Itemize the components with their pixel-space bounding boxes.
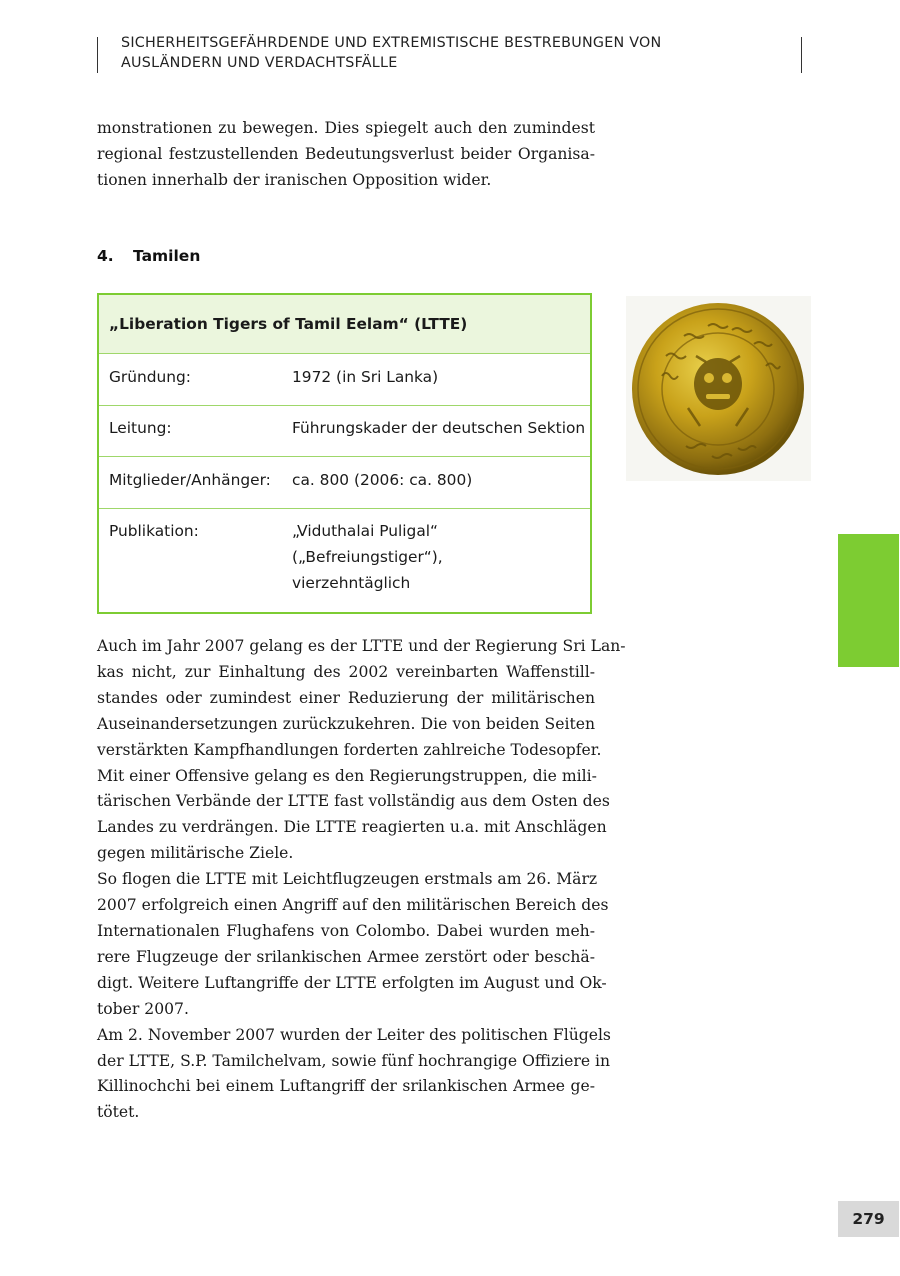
- info-value-line: Führungskader der deutschen Sektion: [292, 419, 586, 437]
- running-header: [121, 33, 761, 73]
- info-row-publication: [99, 509, 590, 612]
- section-heading: [97, 247, 200, 265]
- text-line: kas nicht, zur Einhaltung des 2002 vereinbarten Waffenstill-: [97, 662, 595, 681]
- text-line: standes oder zumindest einer Reduzierung der militärischen: [97, 688, 595, 707]
- info-label: Mitglieder/Anhänger:: [109, 471, 271, 489]
- info-value-line: („Befreiungstiger“),: [292, 547, 443, 566]
- running-header-line-2: AUSLÄNDERN UND VERDACHTSFÄLLE: [121, 55, 398, 71]
- main-paragraph: [97, 634, 626, 1126]
- text-line: verstärkten Kampfhandlungen forderten zahlreiche Todesopfer.: [97, 740, 602, 759]
- info-value: [292, 365, 590, 405]
- page-number: 279: [838, 1201, 899, 1237]
- text-line: tärischen Verbände der LTTE fast vollständig aus dem Osten des: [97, 792, 610, 811]
- text-line: digt. Weitere Luftangriffe der LTTE erfolgten im August und Ok-: [97, 973, 607, 992]
- text-line: regional festzustellenden Bedeutungsverlust beider Organisa-: [97, 144, 595, 163]
- info-value: [292, 416, 590, 456]
- info-value-line: ca. 800 (2006: ca. 800): [292, 471, 473, 489]
- info-row-leadership: [99, 406, 590, 457]
- info-label: Gründung:: [109, 368, 191, 386]
- info-row-founding: [99, 354, 590, 406]
- text-line: gegen militärische Ziele.: [97, 844, 294, 863]
- info-row-members: [99, 457, 590, 509]
- section-title: Tamilen: [133, 247, 201, 265]
- ltte-emblem-coin-icon: [626, 296, 811, 481]
- text-line: Auch im Jahr 2007 gelang es der LTTE und der Regierung Sri Lan-: [97, 637, 626, 655]
- header-rule-left: [97, 37, 98, 73]
- text-line: Mit einer Offensive gelang es den Regierungstruppen, die mili-: [97, 766, 597, 785]
- text-line: Am 2. November 2007 wurden der Leiter des politischen Flügels: [97, 1025, 611, 1044]
- chapter-thumb-tab: [838, 534, 899, 667]
- text-line: der LTTE, S.P. Tamilchelvam, sowie fünf hochrangige Offiziere in: [97, 1051, 611, 1070]
- section-number: 4.: [97, 247, 114, 265]
- info-value: [292, 468, 590, 508]
- organization-info-box: [97, 293, 592, 614]
- text-line: 2007 erfolgreich einen Angriff auf den militärischen Bereich des: [97, 896, 609, 915]
- info-box-title: „Liberation Tigers of Tamil Eelam“ (LTTE): [99, 295, 590, 354]
- text-line: tober 2007.: [97, 999, 189, 1018]
- text-line: tionen innerhalb der iranischen Opposition wider.: [97, 170, 492, 189]
- text-line: Internationalen Flughafens von Colombo. Dabei wurden meh-: [97, 921, 595, 940]
- header-rule-right: [801, 37, 802, 73]
- info-value-line: vierzehntäglich: [292, 573, 411, 592]
- text-line: Auseinandersetzungen zurückzukehren. Die von beiden Seiten: [97, 714, 595, 733]
- text-line: Killinochchi bei einem Luftangriff der srilankischen Armee ge-: [97, 1077, 595, 1096]
- info-value: [292, 519, 590, 612]
- running-header-line-1: SICHERHEITSGEFÄHRDENDE UND EXTREMISTISCHE BESTREBUNGEN VON: [121, 35, 662, 51]
- text-line: monstrationen zu bewegen. Dies spiegelt auch den zumindest: [97, 119, 595, 137]
- text-line: tötet.: [97, 1103, 140, 1122]
- info-value-line: „Viduthalai Puligal“: [292, 522, 438, 540]
- info-label: Publikation:: [109, 522, 199, 540]
- info-value-line: 1972 (in Sri Lanka): [292, 368, 439, 386]
- text-line: So flogen die LTTE mit Leichtflugzeugen erstmals am 26. März: [97, 870, 598, 889]
- info-label: Leitung:: [109, 419, 172, 437]
- intro-paragraph: [97, 116, 595, 194]
- text-line: rere Flugzeuge der srilankischen Armee zerstört oder beschä-: [97, 947, 595, 966]
- text-line: Landes zu verdrängen. Die LTTE reagierten u.a. mit Anschlägen: [97, 818, 607, 837]
